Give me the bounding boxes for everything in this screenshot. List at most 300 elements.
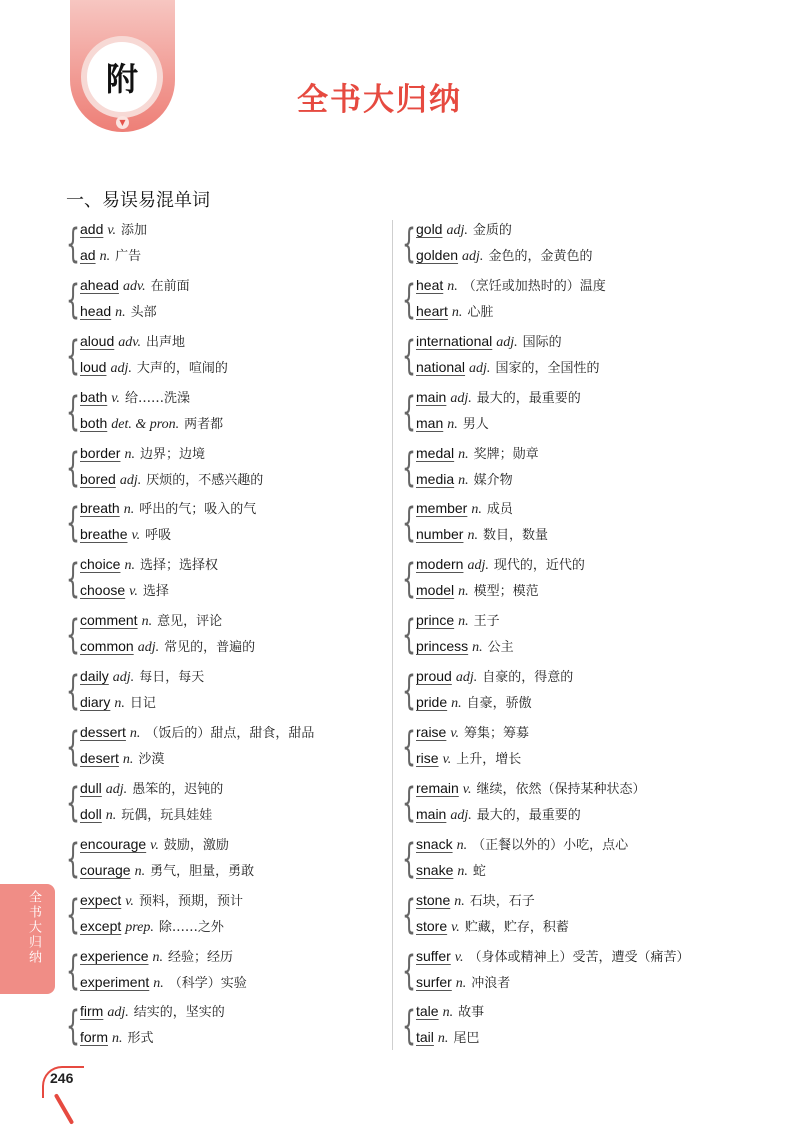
word: expect: [80, 891, 122, 908]
part-of-speech: v.: [462, 781, 472, 797]
meaning: 玩偶，玩具娃娃: [121, 807, 213, 823]
brace-icon: {: [402, 276, 416, 323]
part-of-speech: n.: [458, 472, 469, 488]
word-entry: [416, 216, 722, 242]
word-entry: [416, 298, 722, 324]
word: bored: [80, 470, 116, 487]
meaning: 预料，预期，预计: [138, 893, 243, 909]
meaning: 经验；经历: [168, 949, 234, 965]
word-entry: [80, 551, 386, 577]
part-of-speech: adj.: [137, 640, 160, 656]
part-of-speech: adj.: [496, 334, 518, 350]
part-of-speech: v.: [129, 584, 138, 600]
word: dull: [80, 779, 102, 796]
part-of-speech: adj.: [469, 360, 491, 376]
brace-icon: {: [402, 444, 416, 491]
word-entry: [80, 384, 386, 410]
word-entry: [416, 969, 722, 995]
meaning: 继续，依然（保持某种状态）: [476, 781, 646, 797]
section-title: 一、易误易混单词: [66, 190, 210, 211]
word: pride: [416, 694, 448, 711]
word-entry: [416, 384, 722, 410]
meaning: 日记: [129, 696, 156, 712]
word: member: [416, 500, 468, 517]
brace-icon: {: [66, 332, 80, 379]
meaning: 国际的: [522, 334, 562, 350]
word-entry: [80, 831, 386, 857]
word: choose: [80, 582, 126, 599]
appendix-badge: [81, 36, 163, 118]
word-entry: [416, 551, 722, 577]
brace-icon: {: [66, 835, 80, 882]
word-entry: [80, 913, 386, 939]
word: both: [80, 414, 108, 431]
side-tab: [0, 884, 55, 994]
word-entry: [80, 663, 386, 689]
brace-icon: {: [402, 1003, 416, 1050]
part-of-speech: adj.: [112, 670, 135, 686]
word: heat: [416, 276, 444, 293]
word: prince: [416, 612, 455, 629]
part-of-speech: adj.: [455, 670, 478, 686]
word: main: [416, 805, 447, 822]
part-of-speech: v.: [451, 919, 460, 935]
meaning: 沙漠: [138, 752, 165, 768]
brace-icon: {: [66, 891, 80, 938]
word-pair: [66, 495, 386, 551]
word: loud: [80, 358, 107, 375]
meaning: 王子: [473, 614, 500, 630]
word-pair: [402, 272, 722, 328]
brace-icon: {: [66, 668, 80, 715]
brace-icon: {: [66, 1003, 80, 1050]
meaning: 鼓励，激励: [163, 837, 229, 853]
brace-icon: {: [66, 276, 80, 323]
word: courage: [80, 861, 131, 878]
word: gold: [416, 221, 443, 237]
word-pair: [402, 719, 722, 775]
part-of-speech: n.: [458, 584, 469, 600]
part-of-speech: n.: [442, 1005, 454, 1021]
appendix-tab: [70, 0, 175, 132]
meaning: 自豪，骄傲: [466, 696, 532, 712]
word: bath: [80, 388, 108, 405]
word: man: [416, 414, 444, 431]
word-pair: [402, 887, 722, 943]
brace-icon: {: [402, 891, 416, 938]
word: model: [416, 582, 455, 599]
word: media: [416, 470, 455, 487]
word: experience: [80, 947, 149, 964]
part-of-speech: adj.: [450, 390, 472, 406]
chevron-down-icon: ▼: [116, 116, 129, 129]
word: desert: [80, 750, 119, 767]
brace-icon: {: [66, 556, 80, 603]
meaning: 模型；模范: [473, 584, 539, 600]
word-pair: [66, 831, 386, 887]
part-of-speech: v.: [131, 528, 141, 544]
word-entry: [416, 354, 722, 380]
word-entry: [80, 521, 386, 547]
word-entry: [416, 1024, 722, 1050]
side-tab-label: 全书大归纳: [26, 890, 41, 965]
meaning: 上升，增长: [456, 752, 522, 768]
meaning: 现代的，近代的: [493, 558, 585, 574]
word-entry: [80, 466, 386, 492]
word: modern: [416, 556, 464, 573]
word: firm: [80, 1003, 104, 1020]
brace-icon: {: [66, 724, 80, 771]
word: form: [80, 1029, 108, 1046]
word-entry: [80, 943, 386, 969]
word-entry: [80, 801, 386, 827]
word-entry: [416, 521, 722, 547]
word-entry: [80, 272, 386, 298]
part-of-speech: n.: [122, 752, 134, 768]
word-pair: [402, 384, 722, 440]
part-of-speech: n.: [152, 949, 163, 965]
part-of-speech: v.: [450, 726, 460, 742]
part-of-speech: adj.: [105, 781, 128, 797]
word-entry: [80, 607, 386, 633]
word: main: [416, 388, 447, 405]
word: stone: [416, 891, 451, 908]
meaning: 成员: [486, 502, 513, 518]
meaning: 呼吸: [145, 528, 172, 544]
meaning: 广告: [115, 249, 142, 264]
part-of-speech: n.: [472, 640, 483, 656]
part-of-speech: v.: [150, 837, 159, 853]
brace-icon: {: [402, 388, 416, 435]
part-of-speech: n.: [458, 614, 469, 630]
word: suffer: [416, 947, 451, 964]
brace-icon: {: [402, 556, 416, 603]
part-of-speech: n.: [114, 696, 125, 712]
meaning: 两者都: [184, 416, 224, 432]
meaning: 金色的，金黄色的: [488, 249, 593, 264]
word-pair: [402, 607, 722, 663]
word-pair: [402, 495, 722, 551]
word-entry: [80, 298, 386, 324]
word-entry: [416, 887, 722, 913]
word-pair: [66, 775, 386, 831]
word-entry: [80, 633, 386, 659]
part-of-speech: n.: [454, 893, 465, 909]
column-divider: [392, 220, 393, 1050]
word-entry: [416, 607, 722, 633]
word-entry: [416, 663, 722, 689]
word-pair: [402, 831, 722, 887]
word-entry: [416, 328, 722, 354]
word-pair: [66, 440, 386, 496]
word-entry: [80, 1024, 386, 1050]
word-pair: [402, 775, 722, 831]
word: ahead: [80, 276, 119, 293]
brace-icon: {: [402, 835, 416, 882]
meaning: 自豪的，得意的: [482, 670, 574, 686]
meaning: 在前面: [150, 278, 190, 294]
word: heart: [416, 302, 448, 319]
word-entry: [416, 410, 722, 436]
word: rise: [416, 750, 439, 767]
word-entry: [416, 689, 722, 715]
appendix-label: 附: [105, 60, 138, 98]
brace-icon: {: [402, 668, 416, 715]
brace-icon: {: [402, 332, 416, 379]
brace-icon: {: [66, 444, 80, 491]
brace-icon: {: [402, 724, 416, 771]
part-of-speech: n.: [437, 1031, 449, 1047]
brace-icon: {: [66, 500, 80, 547]
meaning: 厌烦的，不感兴趣的: [146, 472, 264, 488]
word-entry: [80, 719, 386, 745]
meaning: 勇气，胆量，勇敢: [150, 863, 255, 879]
word-entry: [416, 242, 722, 268]
meaning: 男人: [462, 416, 489, 432]
word-pair: [66, 272, 386, 328]
word: comment: [80, 612, 138, 629]
word: border: [80, 444, 121, 461]
word: proud: [416, 668, 452, 685]
word-pair: [402, 440, 722, 496]
meaning: 石块，石子: [469, 893, 535, 909]
word-entry: [80, 410, 386, 436]
word-pair: [66, 216, 386, 272]
word-pair: [402, 551, 722, 607]
word-pair: [402, 328, 722, 384]
part-of-speech: adj.: [119, 472, 142, 488]
part-of-speech: v.: [111, 390, 120, 406]
word: store: [416, 917, 448, 934]
meaning: （正餐以外的）小吃，点心: [472, 837, 629, 853]
word-entry: [80, 745, 386, 771]
meaning: 出声地: [145, 334, 185, 350]
brace-icon: {: [66, 221, 80, 267]
part-of-speech: n.: [451, 696, 462, 712]
word-list-left: [66, 216, 386, 1054]
part-of-speech: adj.: [110, 360, 132, 376]
word-entry: [416, 577, 722, 603]
brace-icon: {: [66, 388, 80, 435]
word-pair: [66, 328, 386, 384]
word-entry: [416, 998, 722, 1024]
word-entry: [416, 775, 722, 801]
meaning: 愚笨的，迟钝的: [132, 781, 224, 797]
meaning: 意见，评论: [157, 614, 223, 630]
word-entry: [80, 242, 386, 268]
word-entry: [416, 466, 722, 492]
word: aloud: [80, 332, 115, 349]
word-entry: [416, 831, 722, 857]
part-of-speech: det. & pron.: [111, 416, 180, 432]
meaning: 奖牌；勋章: [473, 446, 539, 462]
word-entry: [416, 745, 722, 771]
meaning: 心脏: [467, 304, 494, 320]
part-of-speech: adj.: [462, 249, 484, 264]
part-of-speech: n.: [471, 502, 482, 518]
page-number: 246: [50, 1070, 74, 1086]
word: remain: [416, 779, 459, 796]
word: except: [80, 917, 122, 934]
meaning: 蛇: [472, 863, 486, 879]
word-pair: [402, 216, 722, 272]
word-entry: [416, 943, 722, 969]
meaning: 尾巴: [453, 1031, 480, 1047]
word-entry: [80, 857, 386, 883]
word: breathe: [80, 526, 128, 543]
word: diary: [80, 694, 111, 711]
meaning: 选择: [142, 584, 169, 600]
word-entry: [416, 801, 722, 827]
meaning: 形式: [127, 1031, 154, 1047]
word: international: [416, 332, 493, 349]
word-pair: [66, 943, 386, 999]
meaning: 故事: [458, 1005, 485, 1021]
meaning: 筹集；筹募: [464, 726, 530, 742]
word: ad: [80, 247, 96, 263]
word-entry: [80, 969, 386, 995]
meaning: （饭后的）甜点，甜食，甜品: [145, 726, 315, 742]
meaning: 每日，每天: [139, 670, 205, 686]
part-of-speech: v.: [107, 223, 117, 238]
word-entry: [80, 495, 386, 521]
meaning: 最大的，最重要的: [476, 390, 581, 406]
part-of-speech: adv.: [118, 334, 141, 350]
part-of-speech: adv.: [122, 278, 146, 294]
brace-icon: {: [66, 947, 80, 994]
word: breath: [80, 500, 120, 517]
word: add: [80, 221, 104, 237]
word-entry: [80, 998, 386, 1024]
brace-icon: {: [402, 779, 416, 826]
meaning: 冲浪者: [471, 975, 511, 991]
word: snake: [416, 861, 454, 878]
word-entry: [80, 440, 386, 466]
word: surfer: [416, 973, 452, 990]
part-of-speech: adj.: [446, 223, 468, 238]
word: head: [80, 302, 112, 319]
word-entry: [416, 913, 722, 939]
page-title: 全书大归纳: [297, 82, 462, 118]
word-pair: [402, 998, 722, 1054]
word-entry: [416, 272, 722, 298]
part-of-speech: v.: [442, 752, 452, 768]
part-of-speech: n.: [123, 502, 135, 518]
meaning: 金质的: [472, 223, 512, 238]
word-pair: [66, 551, 386, 607]
word: experiment: [80, 973, 150, 990]
word-entry: [80, 775, 386, 801]
part-of-speech: n.: [124, 446, 135, 462]
word: national: [416, 358, 466, 375]
word-entry: [80, 887, 386, 913]
word-pair: [66, 887, 386, 943]
word: daily: [80, 668, 109, 685]
word-pair: [66, 384, 386, 440]
word: golden: [416, 247, 459, 263]
part-of-speech: n.: [153, 975, 164, 991]
meaning: 常见的，普遍的: [164, 640, 256, 656]
meaning: 呼出的气；吸入的气: [139, 502, 257, 518]
part-of-speech: n.: [105, 807, 117, 823]
word-entry: [416, 633, 722, 659]
word-pair: [66, 998, 386, 1054]
part-of-speech: n.: [458, 446, 469, 462]
part-of-speech: n.: [141, 614, 153, 630]
meaning: 添加: [121, 223, 148, 238]
brace-icon: {: [402, 221, 416, 267]
part-of-speech: n.: [467, 528, 478, 544]
part-of-speech: adj.: [107, 1005, 129, 1021]
brace-icon: {: [402, 500, 416, 547]
meaning: （烹饪或加热时的）温度: [462, 278, 606, 294]
meaning: 结实的，坚实的: [133, 1005, 225, 1021]
meaning: 选择；选择权: [139, 558, 218, 574]
part-of-speech: v.: [125, 893, 134, 909]
meaning: 最大的，最重要的: [476, 807, 581, 823]
word-entry: [416, 440, 722, 466]
part-of-speech: n.: [447, 416, 458, 432]
word-list-right: [402, 216, 722, 1054]
word: choice: [80, 556, 121, 573]
meaning: 数目，数量: [482, 528, 548, 544]
word: dessert: [80, 724, 126, 741]
word: tail: [416, 1029, 434, 1046]
word-pair: [66, 719, 386, 775]
meaning: 贮藏，贮存，积蓄: [464, 919, 569, 935]
word-entry: [416, 719, 722, 745]
part-of-speech: adj.: [467, 558, 489, 574]
word: snack: [416, 835, 453, 852]
meaning: 国家的，全国性的: [495, 360, 600, 376]
part-of-speech: n.: [455, 975, 467, 991]
word: encourage: [80, 835, 147, 852]
brace-icon: {: [402, 612, 416, 659]
word-entry: [80, 577, 386, 603]
word-entry: [80, 354, 386, 380]
part-of-speech: n.: [456, 837, 468, 853]
part-of-speech: n.: [447, 278, 458, 294]
word-pair: [402, 663, 722, 719]
word-entry: [416, 857, 722, 883]
meaning: 边界；边境: [139, 446, 205, 462]
word-pair: [402, 943, 722, 999]
part-of-speech: n.: [112, 1031, 123, 1047]
word-entry: [80, 216, 386, 242]
meaning: （身体或精神上）受苦，遭受（痛苦）: [468, 949, 690, 965]
part-of-speech: prep.: [125, 919, 154, 935]
part-of-speech: n.: [99, 249, 111, 264]
meaning: 公主: [487, 640, 514, 656]
word: princess: [416, 638, 469, 655]
word-pair: [66, 663, 386, 719]
meaning: 大声的，喧闹的: [136, 360, 228, 376]
part-of-speech: n.: [457, 863, 468, 879]
part-of-speech: n.: [124, 558, 135, 574]
part-of-speech: n.: [134, 863, 146, 879]
word-entry: [416, 495, 722, 521]
word: doll: [80, 805, 102, 822]
brace-icon: {: [66, 612, 80, 659]
meaning: 除……之外: [158, 919, 224, 935]
word-pair: [66, 607, 386, 663]
brace-icon: {: [66, 779, 80, 826]
part-of-speech: n.: [115, 304, 126, 320]
word: medal: [416, 444, 455, 461]
word: tale: [416, 1003, 439, 1020]
meaning: 给……洗澡: [124, 390, 190, 406]
meaning: 头部: [130, 304, 157, 320]
